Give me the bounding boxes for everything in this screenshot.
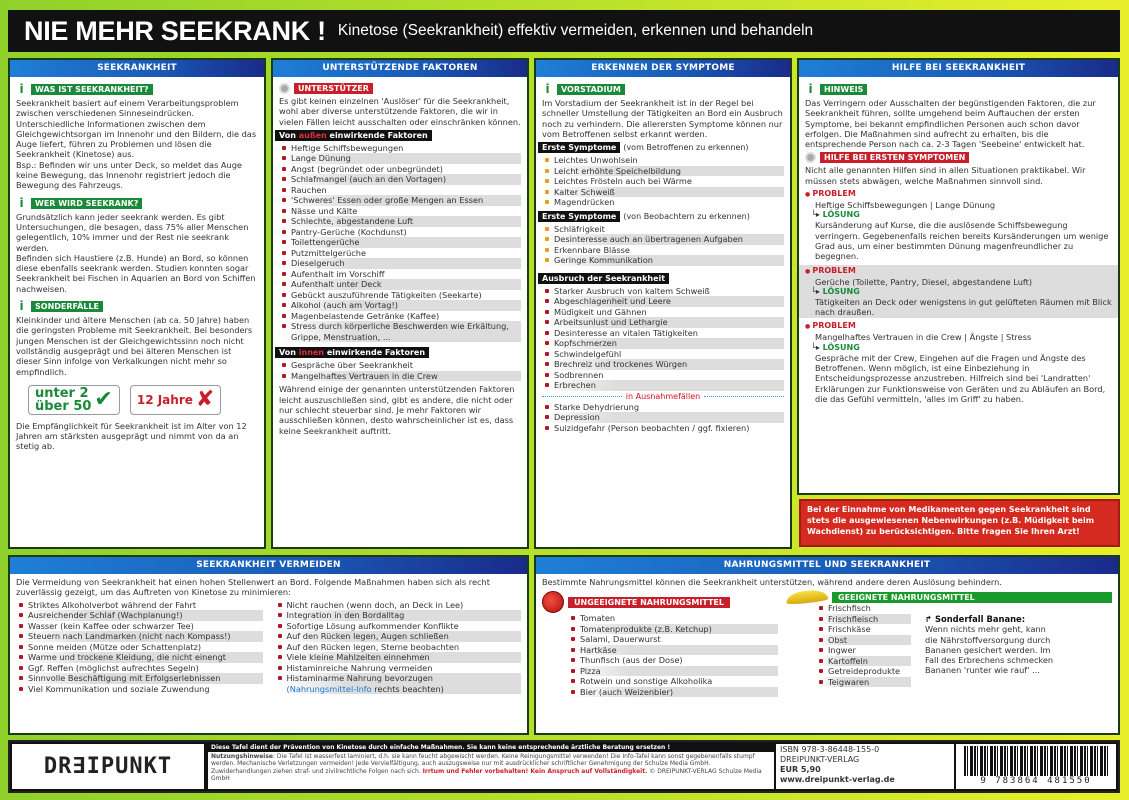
price: EUR 5,90: [780, 765, 821, 774]
panel-title: ERKENNEN DER SYMPTOME: [536, 60, 790, 77]
symptom-list-self: [542, 155, 784, 208]
section-label: WER WIRD SEEKRANK?: [31, 198, 142, 209]
list-item: Pizza: [568, 666, 778, 677]
warning-circle-icon: [805, 152, 816, 163]
section-label: HINWEIS: [820, 84, 867, 95]
footer: [8, 740, 1120, 793]
solution-text: Kursänderung auf Kurse, die die auslösende Schiffsbewegung verringern. Gegebenenfalls reichen bereits Kursänderungen um wenige Grad aus, um einer bestimmten Dünung magenfreundlicher zu begegnen.: [815, 220, 1109, 262]
info-icon: i: [19, 82, 24, 96]
section-label: UNGEEIGNETE NAHRUNGSMITTEL: [568, 597, 730, 608]
paragraph: Nicht alle genannten Hilfen sind in allen Situationen praktikabel. Wir müssen stets abwägen, welche Maßnahmen sinnvoll sind.: [805, 165, 1086, 186]
solution-label: └▸ LÖSUNG: [805, 343, 1112, 353]
panel-title: UNTERSTÜTZENDE FAKTOREN: [273, 60, 527, 77]
list-item: Aufenthalt im Vorschiff: [279, 269, 521, 280]
list-item: Schlafmangel (auch an den Vortagen): [279, 174, 521, 185]
section-bar-outer: [275, 130, 432, 141]
list-item: Viel Kommunikation und soziale Zuwendung: [16, 684, 263, 695]
list-item: Abgeschlagenheit und Leere: [542, 296, 784, 307]
bar-note: (von Beobachtern zu erkennen): [623, 211, 750, 221]
list-item: Tomatenprodukte (z.B. Ketchup): [568, 624, 778, 635]
list-item: Depression: [542, 412, 784, 423]
list-item: Sinnvolle Beschäftigung mit Erfolgserlebnissen: [16, 673, 263, 684]
paragraph: Bestimmte Nahrungsmittel können die Seekrankheit unterstützen, während andere deren Auslösung behindern.: [542, 577, 1002, 587]
list-item: Hartkäse: [568, 645, 778, 656]
list-item: Frischfisch: [816, 603, 911, 614]
section-label: VORSTADIUM: [557, 84, 625, 95]
list-item: Histaminreiche Nahrung vermeiden: [275, 663, 522, 674]
list-item: Frischfleisch: [816, 614, 911, 625]
bar-text: einwirkende Faktoren: [326, 348, 426, 358]
disclaimer: Diese Tafel dient der Prävention von Kinetose durch einfache Maßnahmen. Sie kann keine entsprechende ärztliche Beratung ersetzen !: [208, 744, 774, 752]
panel-title: SEEKRANKHEIT VERMEIDEN: [10, 557, 527, 574]
problem-solution-1: [805, 189, 1112, 261]
list-item-text: Histaminarme Nahrung bevorzugen: [286, 673, 433, 684]
list-item: Ggf. Reffen (möglichst aufrechtes Segeln): [16, 663, 263, 674]
cross-icon: ✘: [195, 387, 215, 413]
list-item: Salami, Dauerwurst: [568, 634, 778, 645]
paragraph: Befinden sich Haustiere (z.B. Hunde) an Bord, so können diese ebenfalls seekrank werden. Studien konnten sogar Seekrankheit bei Fischen in Aquarien an Bord von Schiffen nachweisen.: [16, 252, 256, 294]
list-item: Frischkäse: [816, 624, 911, 635]
list-item: Nässe und Kälte: [279, 206, 521, 217]
list-item: Desinteresse an vitalen Tätigkeiten: [542, 328, 784, 339]
list-item: Thunfisch (aus der Dose): [568, 655, 778, 666]
paragraph: Das Verringern oder Ausschalten der begünstigenden Faktoren, die zur Seekrankheit führen, sollte umgehend beim Auftauchen der ersten Symptome, bei bekannt empfindlichen Personen auch schon davor erfolgen. Die Maßnahmen sind aufrecht zu erhalten, bis die entsprechende Person nach ca. 2-3 Tagen 'Seebeine' entwickelt hat.: [805, 98, 1096, 150]
list-item: Schwindelgefühl: [542, 349, 784, 360]
outer-factors-list: [279, 143, 521, 343]
panel-vermeiden: [8, 555, 529, 735]
list-item: Auf den Rücken legen, Sterne beobachten: [275, 642, 522, 653]
symptom-list-exception: [542, 402, 784, 434]
bar-text: Von: [279, 348, 296, 358]
symptom-list-observer: [542, 224, 784, 266]
list-item: Erkennbare Blässe: [542, 245, 784, 256]
list-item: Alkohol (auch am Vortag!): [279, 300, 521, 311]
suitable-food-column: [786, 591, 1112, 697]
list-item-text: rechts beachten): [371, 683, 444, 694]
list-item: Obst: [816, 635, 911, 646]
list-item: Starke Dehydrierung: [542, 402, 784, 413]
list-item: Getreideprodukte: [816, 666, 911, 677]
poster-header: [8, 10, 1120, 52]
list-item: Steuern nach Landmarken (nicht nach Kompass!): [16, 631, 263, 642]
list-item: Nicht rauchen (wenn doch, an Deck in Lee): [275, 600, 522, 611]
list-item: Kartoffeln: [816, 656, 911, 667]
arrow-icon: ↱: [925, 614, 935, 625]
unsuitable-food-column: [542, 591, 778, 697]
list-item: Magendrücken: [542, 197, 784, 208]
age-badge-high-risk: [130, 385, 221, 415]
list-item: Rotwein und sonstige Alkoholika: [568, 676, 778, 687]
panel-title: HILFE BEI SEEKRANKHEIT: [799, 60, 1118, 77]
list-item: Auf den Rücken legen, Augen schließen: [275, 631, 522, 642]
problem-text: Heftige Schiffsbewegungen | Lange Dünung: [815, 200, 996, 211]
warning-circle-icon: [279, 83, 290, 94]
publisher-info: [776, 744, 954, 789]
section-bar: Ausbruch der Seekrankheit: [538, 273, 669, 284]
list-item: Suizidgefahr (Person beobachten / ggf. fixieren): [542, 423, 784, 434]
section-bar-inner: [275, 347, 429, 358]
list-item: Teigwaren: [816, 677, 911, 688]
list-item: Lange Dünung: [279, 153, 521, 164]
banana-note-text: Wenn nichts mehr geht, kann die Nährstoffversorgung durch Bananen gesichert werden. Im Fall des Erbrechens schmecken Bananen 'runter wie rauf' ...: [925, 624, 1054, 676]
list-item: Wasser (kein Kaffee oder schwarzer Tee): [16, 621, 263, 632]
solution-label: └▸ LÖSUNG: [805, 287, 1112, 297]
list-item: Striktes Alkoholverbot während der Fahrt: [16, 600, 263, 611]
list-item: Sodbrennen: [542, 370, 784, 381]
list-item: Tomaten: [568, 613, 778, 624]
paragraph: Die Empfänglichkeit für Seekrankheit ist im Alter von 12 Jahren am stärksten ausgeprägt und nimmt von da an stetig ab.: [16, 420, 247, 452]
solution-label: └▸ LÖSUNG: [805, 210, 1112, 220]
banana-title-text: Sonderfall Banane: [934, 614, 1022, 625]
avoid-list-left: [16, 600, 263, 695]
panel-nahrung: [534, 555, 1120, 735]
list-item: Gespräche über Seekrankheit: [279, 360, 521, 371]
panel-faktoren: [271, 58, 529, 549]
list-item: Kalter Schweiß: [542, 187, 784, 198]
notes-label: Nutzungshinweise: [211, 753, 273, 760]
list-item: Desinteresse auch an übertragenen Aufgaben: [542, 234, 784, 245]
list-item: Leichtes Frösteln auch bei Wärme: [542, 176, 784, 187]
copyright: © DREIPUNKT-VERLAG Schulze Media GmbH: [211, 767, 762, 783]
solution-text: Tätigkeiten an Deck oder wenigstens in gut gelüfteten Räumen mit Blick nach draußen.: [815, 296, 1112, 318]
paragraph: Die Vermeidung von Seekrankheit hat einen hohen Stellenwert an Bord. Folgende Maßnahmen haben sich als recht zuverlässig gezeigt, um das Auftreten von Kinetose zu minimieren:: [16, 577, 490, 598]
list-item: Putzmittelgerüche: [279, 248, 521, 259]
list-item: Viele kleine Mahlzeiten einnehmen: [275, 652, 522, 663]
list-item: Schläfrigkeit: [542, 224, 784, 235]
list-item: Integration in den Bordalltag: [275, 610, 522, 621]
paragraph: Im Vorstadium der Seekrankheit ist in der Regel bei schneller Umstellung der Tätigkeiten an Bord ein Ausbruch noch zu verhindern. Die allerersten Symptome können nur vom Betroffenen selbst erkannt werden.: [542, 98, 783, 139]
panel-seekrankheit: [8, 58, 266, 549]
panel-symptome: [534, 58, 792, 549]
bar-text: Von: [279, 130, 296, 140]
list-item: Leicht erhöhte Speichelbildung: [542, 166, 784, 177]
list-item: Pantry-Gerüche (Kochdunst): [279, 227, 521, 238]
list-item: Ausreichender Schlaf (Wachplanung!): [16, 610, 263, 621]
problem-text: Mangelhaftes Vertrauen in die Crew | Ängste | Stress: [815, 332, 1032, 343]
problem-text: Gerüche (Toilette, Pantry, Diesel, abgestandene Luft): [815, 276, 1033, 287]
list-item: Aufenthalt unter Deck: [279, 279, 521, 290]
list-item: Arbeitsunlust und Lethargie: [542, 317, 784, 328]
list-item: Stress durch körperliche Beschwerden wie Erkältung, Grippe, Menstruation, ...: [279, 321, 521, 342]
list-item: 'Schweres' Essen oder große Mengen an Essen: [279, 195, 521, 206]
list-item: Gebückt auszuführende Tätigkeiten (Seekarte): [279, 290, 521, 301]
bar-text-highlight: innen: [298, 348, 325, 358]
badge-line: über 50: [35, 398, 92, 414]
list-item: Dieselgeruch: [279, 258, 521, 269]
section-label: UNTERSTÜTZER: [294, 83, 373, 94]
paragraph: Bsp.: Befinden wir uns unter Deck, so meldet das Auge keine Bewegung, das Innenohr registriert jedoch die Bewegung des Fahrzeugs.: [16, 159, 242, 191]
list-item: Brechreiz und trockenes Würgen: [542, 359, 784, 370]
banana-note-title: ↱ Sonderfall Banane:: [925, 614, 1026, 625]
paragraph: Seekrankheit basiert auf einem Verarbeitungsproblem zwischen verschiedenen Sinneseindrücken. Unterschiedliche Informationen zwischen dem Gleichgewichtsorgan im Innenohr und den Bildern, die das Auge liefert, führen zu Problemen und lösen die Seekrankheit (Kinetose) aus.: [16, 98, 257, 160]
poster-title: NIE MEHR SEEKRANK !: [24, 15, 326, 46]
list-item: [275, 673, 522, 694]
info-icon: i: [545, 82, 550, 96]
list-item: Starker Ausbruch von kaltem Schweiß: [542, 286, 784, 297]
banana-note: [925, 603, 1055, 687]
list-item: Angst (begründet oder unbegründet): [279, 164, 521, 175]
notes-text: : Die Tafel ist wasserfest laminiert, d.h. sie kann feucht abgewischt werden. Keine Reinigungsmittel verwenden! Die Info-Tafel kann sonst gegebenenfalls stumpf werden. Mechanische Verletzungen vermeiden! Jede Vervielfältigung, auch auszugsweise nur mit ausdrücklicher schriftlicher Genehmigung der Schulze Media GmbH. Zuwiderhandlungen ziehen straf- und zivilrechtliche Folgen nach sich.: [211, 753, 755, 775]
section-label: HILFE BEI ERSTEN SYMPTOMEN: [820, 152, 969, 163]
list-item: Warme und trockene Kleidung, die nicht einengt: [16, 652, 263, 663]
list-item: Mangelhaftes Vertrauen in die Crew: [279, 371, 521, 382]
section-label: SONDERFÄLLE: [31, 301, 103, 312]
paragraph: Während einige der genannten unterstützenden Faktoren leicht auszuschließen sind, gibt es andere, die nicht oder nur schlecht steuerbar sind. Je mehr Faktoren wir ausschließen können, desto wahrscheinlicher ist es, dass keine Seekrankheit auftritt.: [279, 384, 515, 436]
tomato-icon: [542, 591, 564, 613]
barcode-icon: [964, 746, 1108, 776]
notes-red: Irrtum und Fehler vorbehalten! Kein Anspruch auf Vollständigkeit.: [422, 767, 648, 775]
section-bar: Erste Symptome: [538, 211, 620, 222]
problem-solution-3: [805, 321, 1112, 404]
section-label: GEEIGNETE NAHRUNGSMITTEL: [832, 592, 1112, 603]
list-item: Bier (auch Weizenbier): [568, 687, 778, 698]
usage-notes: [208, 744, 774, 789]
section-bar: Erste Symptome: [538, 142, 620, 153]
list-item: Geringe Kommunikation: [542, 255, 784, 266]
problem-solution-2: [799, 265, 1118, 319]
list-item: Kopfschmerzen: [542, 338, 784, 349]
info-icon: i: [808, 82, 813, 96]
publisher-url[interactable]: www.dreipunkt-verlag.de: [780, 775, 895, 784]
problem-label: ● PROBLEM: [805, 321, 1112, 332]
poster-subtitle: Kinetose (Seekrankheit) effektiv vermeiden, erkennen und behandeln: [337, 22, 814, 39]
unsuitable-food-list: [568, 613, 778, 697]
panel-hilfe: [797, 58, 1120, 495]
panel-title: SEEKRANKHEIT: [10, 60, 264, 77]
info-icon: i: [19, 195, 24, 210]
suitable-food-list: [816, 603, 911, 687]
bar-text-highlight: außen: [298, 130, 327, 140]
avoid-list-right: [275, 600, 522, 695]
list-item: Erbrechen: [542, 380, 784, 391]
problem-label: ● PROBLEM: [805, 266, 1112, 277]
list-item: Toilettengerüche: [279, 237, 521, 248]
section-label: WAS IST SEEKRANKHEIT?: [31, 84, 153, 95]
panel-title: NAHRUNGSMITTEL UND SEEKRANKHEIT: [536, 557, 1118, 574]
bar-text: einwirkende Faktoren: [329, 130, 428, 140]
exception-divider: in Ausnahmefällen: [542, 392, 784, 401]
list-item: Schlechte, abgestandene Luft: [279, 216, 521, 227]
publisher: DREIPUNKT-VERLAG: [780, 755, 860, 764]
paragraph: Grundsätzlich kann jeder seekrank werden. Es gibt Untersuchungen, die besagen, dass 75% aller Menschen gelegentlich, 10% immer und der Rest nie seekrank werden.: [16, 211, 249, 253]
badge-line: 12 Jahre: [136, 392, 193, 407]
solution-text: Gespräche mit der Crew, Eingehen auf die Fragen und Ängste des Betroffenen. Wenn möglich, ist eine Einbeziehung in Entscheidungsprozesse anzustreben. Hilfreich sind bei 'Landratten' Erklärungen zur Funktionsweise von Geräten und zu Abläufen an Bord, die das Gefühl vermitteln, 'alles im Griff' zu haben.: [815, 352, 1106, 404]
dreipunkt-logo: DR∃IPUNKT: [12, 744, 204, 789]
list-item: Müdigkeit und Gähnen: [542, 307, 784, 318]
paragraph: Es gibt keinen einzelnen 'Auslöser' für die Seekrankheit, wohl aber diverse unterstützende Faktoren, die wir in vielen Fällen leicht ausschalten oder einschränken können.: [279, 96, 521, 127]
list-item: Rauchen: [279, 185, 521, 196]
nahrung-info-link[interactable]: (Nahrungsmittel-Info: [286, 683, 372, 694]
age-badge-low-risk: [28, 385, 120, 415]
list-item: Magenbelastende Getränke (Kaffee): [279, 311, 521, 322]
list-item: Sonne meiden (Mütze oder Schattenplatz): [16, 642, 263, 653]
symptom-list-outbreak: [542, 286, 784, 391]
isbn: ISBN 978-3-86448-155-0: [780, 745, 880, 754]
list-item: Heftige Schiffsbewegungen: [279, 143, 521, 154]
list-item: Ingwer: [816, 645, 911, 656]
medication-warning: Bei der Einnahme von Medikamenten gegen Seekrankheit sind stets die ausgewiesenen Nebenwirkungen (z.B. Müdigkeit beim Wachdienst) zu berücksichtigen. Bitte fragen Sie Ihren Arzt!: [799, 499, 1120, 547]
bar-note: (vom Betroffenen zu erkennen): [623, 143, 749, 153]
barcode-number: 9 783864 481550: [980, 776, 1092, 786]
inner-factors-list: [279, 360, 521, 381]
paragraph: Kleinkinder und ältere Menschen (ab ca. 50 Jahre) haben die geringsten Probleme mit Seekrankheit. Bei besonders jungen Menschen ist der Gleichgewichtssinn noch nicht vollständig ausgeprägt und bei älteren Menschen ist dieser Sinn infolge von Verkalkungen nicht mehr so empfindlich.: [16, 315, 253, 377]
info-icon: i: [19, 299, 24, 314]
badge-line: unter 2: [35, 385, 89, 401]
list-item: Sofortige Lösung aufkommender Konflikte: [275, 621, 522, 632]
checkmark-icon: ✔: [94, 387, 113, 413]
problem-label: ● PROBLEM: [805, 189, 1112, 200]
barcode: [956, 744, 1116, 789]
list-item: Leichtes Unwohlsein: [542, 155, 784, 166]
